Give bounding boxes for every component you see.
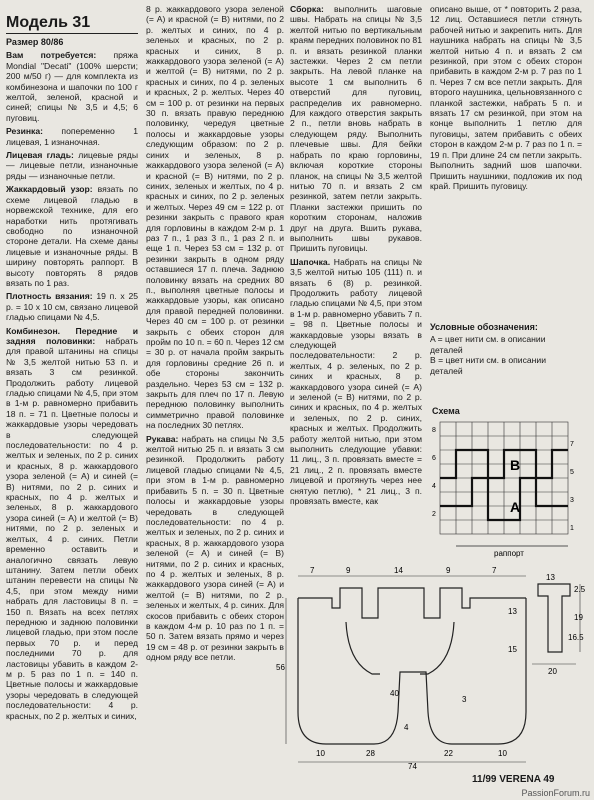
row-number-7: 7	[570, 441, 574, 448]
dim-bottom-1: 10	[316, 749, 325, 758]
dim-74: 74	[408, 762, 417, 770]
legend-b: B = цвет нити см. в описании деталей	[430, 355, 546, 376]
dim-side-13: 13	[508, 607, 517, 616]
column-3	[290, 4, 422, 510]
sleeve-dim-2-5: 2.5	[574, 585, 586, 594]
dim-4: 4	[404, 723, 409, 732]
dim-40: 40	[390, 689, 399, 698]
schema-chart	[430, 418, 590, 560]
dim-top-3: 14	[394, 566, 403, 575]
dim-top-5: 7	[492, 566, 497, 575]
sleeve-paragraph: Рукава: набрать на спицы № 3,5 желтой нитью 25 п. и вязать 3 см резинкой. Продолжить работу лицевой гладью спицами № 4,5, при этом в 1-м р. равномерно прибавить 5 п. = 30 п. Цветные полосы и жаккардовые узоры чередовать в следующей последовательности: по 4 р. желтых и зеленых, по 2 р. синих и красных, 8 р. жаккардового узора зеленой (= А) и синей (= В) нитями, по 2 р. синих и красных, по 4 р. желтых и зеленых, 8 р. жаккардового узора синей (= А) и желтой (= В) нитями, по 2 р. зеленых и желтых, 4 р. синих. Для скосов прибавить с обеих сторон в каждом 4-м р. 10 раз по 1 п. = 50 п. Затем вязать прямо и через 19 см = 48 р. от резинки закрыть в одном ряду все петли.	[146, 433, 284, 663]
sleeve-dim-13: 13	[546, 573, 555, 582]
dim-56: 56	[276, 663, 285, 672]
dim-bottom-2: 28	[366, 749, 375, 758]
dim-3: 3	[462, 695, 467, 704]
row-number-8: 8	[432, 427, 436, 434]
sleeve-dim-16-5: 16.5	[568, 633, 584, 642]
dim-side-15: 15	[508, 645, 517, 654]
dim-bottom-3: 22	[444, 749, 453, 758]
materials-paragraph: Вам потребуется: пряжа Mondial "Decati" (100% шерсти; 200 м/50 г) — для комплекта из комбинезона и шапочки по 100 г желтой, зеленой, красной и синей; спицы № 3,5 и 4,5; 6 пуговиц.	[6, 50, 138, 123]
overalls-outline	[298, 588, 526, 744]
assembly-paragraph: Сборка: выполнить шаговые швы. Набрать на спицы № 3,5 желтой нитью по вертикальным краям передних половинок по 81 п. и вязать резинкой планки застежки. Через 2 см петли закрыть. На левой планке на высоте 1 см выполнить 6 отверстий для пуговиц, распределив их равномерно. Для каждого отверстия закрыть 2 п., петли вновь набрать в следующем ряду. Выполнить плечевые швы. Для бейки набрать по краю горловины, включая короткие стороны планок, на спицы № 3,5 желтой нитью 70 п. и вязать 2 см резинкой, затем петли закрыть. Планки застежки пришить по коротким сторонам, наложив друг на друга. Вшить рукава, выполнить швы рукавов. Пришить пуговицы.	[290, 4, 422, 254]
sleeve-dim-19: 19	[574, 613, 583, 622]
column-4	[430, 4, 582, 194]
rib-paragraph: Резинка: попеременно 1 лицевая, 1 изнаночная.	[6, 126, 138, 147]
rapport-label: раппорт	[494, 549, 524, 558]
legend-title: Условные обозначения:	[430, 322, 538, 332]
model-header	[6, 14, 138, 34]
sleeve-dim-20: 20	[548, 667, 557, 676]
row-number-4: 4	[432, 483, 436, 490]
schema-title: Схема	[432, 406, 460, 416]
legend-a: A = цвет нити см. в описании деталей	[430, 334, 546, 355]
label-b: B	[510, 457, 521, 473]
dim-top-2: 9	[346, 566, 351, 575]
jacquard-paragraph: Жаккардовый узор: вязать по схеме лицевой гладью в норвежской технике, для его наработки нить протягивать свободно по изнаночной стороне детали. На схеме даны лицевые и изнаночные ряды. В ширину повторять раппорт. В высоту повторять 8 рядов вязать по 1 раз.	[6, 184, 139, 288]
row-number-3: 3	[570, 497, 574, 504]
label-a: A	[510, 499, 521, 515]
page-footer: 11/99 VERENA 49	[472, 774, 555, 785]
body-paragraph: Комбинезон. Передние и задняя половинки: набрать для правой штанины на спицы № 3,5 желтой нитью 53 п. и вязать 3 см резинкой. Продолжить работу лицевой гладью спицами № 4,5, при этом в 1-м р. равномерно прибавить 18 п. = 71 п. Цветные полосы и жаккардовые узоры чередовать в следующей последовательности: по 4 р. желтых и зеленых, по 2 р. синих и красных, 8 р. жаккардового узора зеленой (= А) и синей (= В) нитями, по 2 р. синих и красных, по 4 р. желтых и зеленых, 8 р. жаккардового узора синей (= А) и желтой (= В) нитями, по 2 р. зеленых и желтых, 4 р. синих. Петли временно оставить и аналогично связать левую штанину. Затем петли обеих штанин перевести на спицы № 4,5, при этом между ними набрать для ластовицы 8 п. = 150 п. Вязать на всех петлях переднюю и заднюю половинки лицевой гладью, при этом после первых 70 р. и перед последними 70 р. для ластовицы убавить в каждом 2-м р. 5 раз по 1 п. = 140 п. Цветные полосы и жаккардовые узоры чередовать в следующей последовательности: 4 р. красных, по 2 р. желтых и синих,	[6, 325, 138, 721]
row-number-2: 2	[432, 511, 436, 518]
sleeve-outline	[538, 584, 570, 652]
watermark: PassionForum.ru	[521, 788, 590, 798]
dim-top-4: 9	[446, 566, 451, 575]
size-line: Размер 80/86	[6, 37, 64, 47]
row-number-6: 6	[432, 455, 436, 462]
hat-continued: описано выше, от * повторить 2 раза, 12 лиц. Оставшиеся петли стянуть рабочей нитью и закрепить нить. Для наушника набрать на спицы № 3,5 желтой нитью 4 п. и вязать 2 см резинкой, при этом с обеих сторон прибавить в каждом 2-м р. 7 раз по 1 п. Через 7 см все петли закрыть. Для второго наушника, цельновязанного с планкой застежки, набрать 5 п. и вязать 17 см резинкой, при этом на конце выполнить 1 петлю для пуговицы, затем прибавить с обеих сторон в каждом 2-м р. 7 раз по 1 п. = 19 п. При длине 24 см петли закрыть. Выполнить задний шов шапочки. Пришить наушники, подложив их под край. Пришить пуговицу.	[430, 4, 582, 191]
pattern-drawing	[276, 562, 592, 770]
row-number-1: 1	[570, 525, 574, 532]
model-title: Модель 31	[6, 14, 91, 31]
density-paragraph: Плотность вязания: 19 п. х 25 р. = 10 х 10 см, связано лицевой гладью спицами № 4,5.	[6, 291, 138, 323]
hat-paragraph: Шапочка. Набрать на спицы № 3,5 желтой нитью 105 (111) п. и вязать 6 (8) р. резинкой. Продолжить работу лицевой гладью спицами № 4,5, при этом в 1-м р. равномерно убавить 7 п. = 98 п. Цветные полосы и жаккардовые узоры вязать в следующей последовательности: 2 р. желтых, 4 р. зеленых, по 2 р. синих и красных, 8 р. жаккардового узора синей (= А) и зеленой (= В) нитями, по 2 р. синих и красных, по 4 р. желтых и зеленых, по 2 р. синих, красных и желтых. Продолжить работу желтой нитью, при этом выполнить следующие убавки: 11 лиц., 3 п. провязать вместе = 21 лиц., 2 п. провязать вместе лицевой и протянуть через нее снятую петлю), * 21 лиц., 3 п. провязать вместе, как	[290, 256, 422, 507]
dim-top-1: 7	[310, 566, 315, 575]
row-number-5: 5	[570, 469, 574, 476]
legend	[430, 322, 580, 376]
column-2	[146, 4, 284, 666]
column-1	[6, 14, 138, 724]
dim-bottom-4: 10	[498, 749, 507, 758]
stockinette-paragraph: Лицевая гладь: лицевые ряды — лицевые петли, изнаночные ряды — изнаночные петли.	[6, 150, 138, 181]
body-continued: 8 р. жаккардового узора зеленой (= А) и красной (= В) нитями, по 2 р. желтых и синих, по 4 р. зеленых и красных, по 2 р. красных и синих, 8 р. жаккардового узора зеленой (= А) и желтой (= В) нитями, по 2 р. красных и синих, по 4 р. зеленых и красных, 2 р. желтых. Через 40 см = 100 р. от резинки на первых 30 п. вязать правую переднюю половинку, чередуя цветные полосы и жаккардовые узоры следующим образом: по 2 р. синих и зеленых, 8 р. жаккардового узора зеленой (= А) и красной (= В) нитями, по 2 р. синих, зеленых и желтых, по 4 р. красных и синих, по 2 р. зеленых и желтых. Через 49 см = 122 р. от резинки закрыть с правого края для горловины в каждом 2-м р. 1 раз 7 п., 1 раз 3 п., 1 раз 2 п. и еще 1 п. Через 53 см = 132 р. от резинки закрыть в одном ряду оставшиеся 17 п. плеча. Заднюю половинку вязать на средних 80 п., выполняя цветные полосы и жаккардовые узоры, как описано для правой передней половинки. Через 40 см = 100 р. от резинки закрыть с обеих сторон для пройм по 10 п. = 60 п. Через 12 см = 30 р. от начала пройм закрыть для горловины средние 26 п. и обе стороны закончить раздельно. Через 53 см = 132 р. закрыть для плеч по 17 п. Левую переднюю половинку выполнить симметрично правой половинке на последних 30 петлях.	[146, 4, 284, 431]
